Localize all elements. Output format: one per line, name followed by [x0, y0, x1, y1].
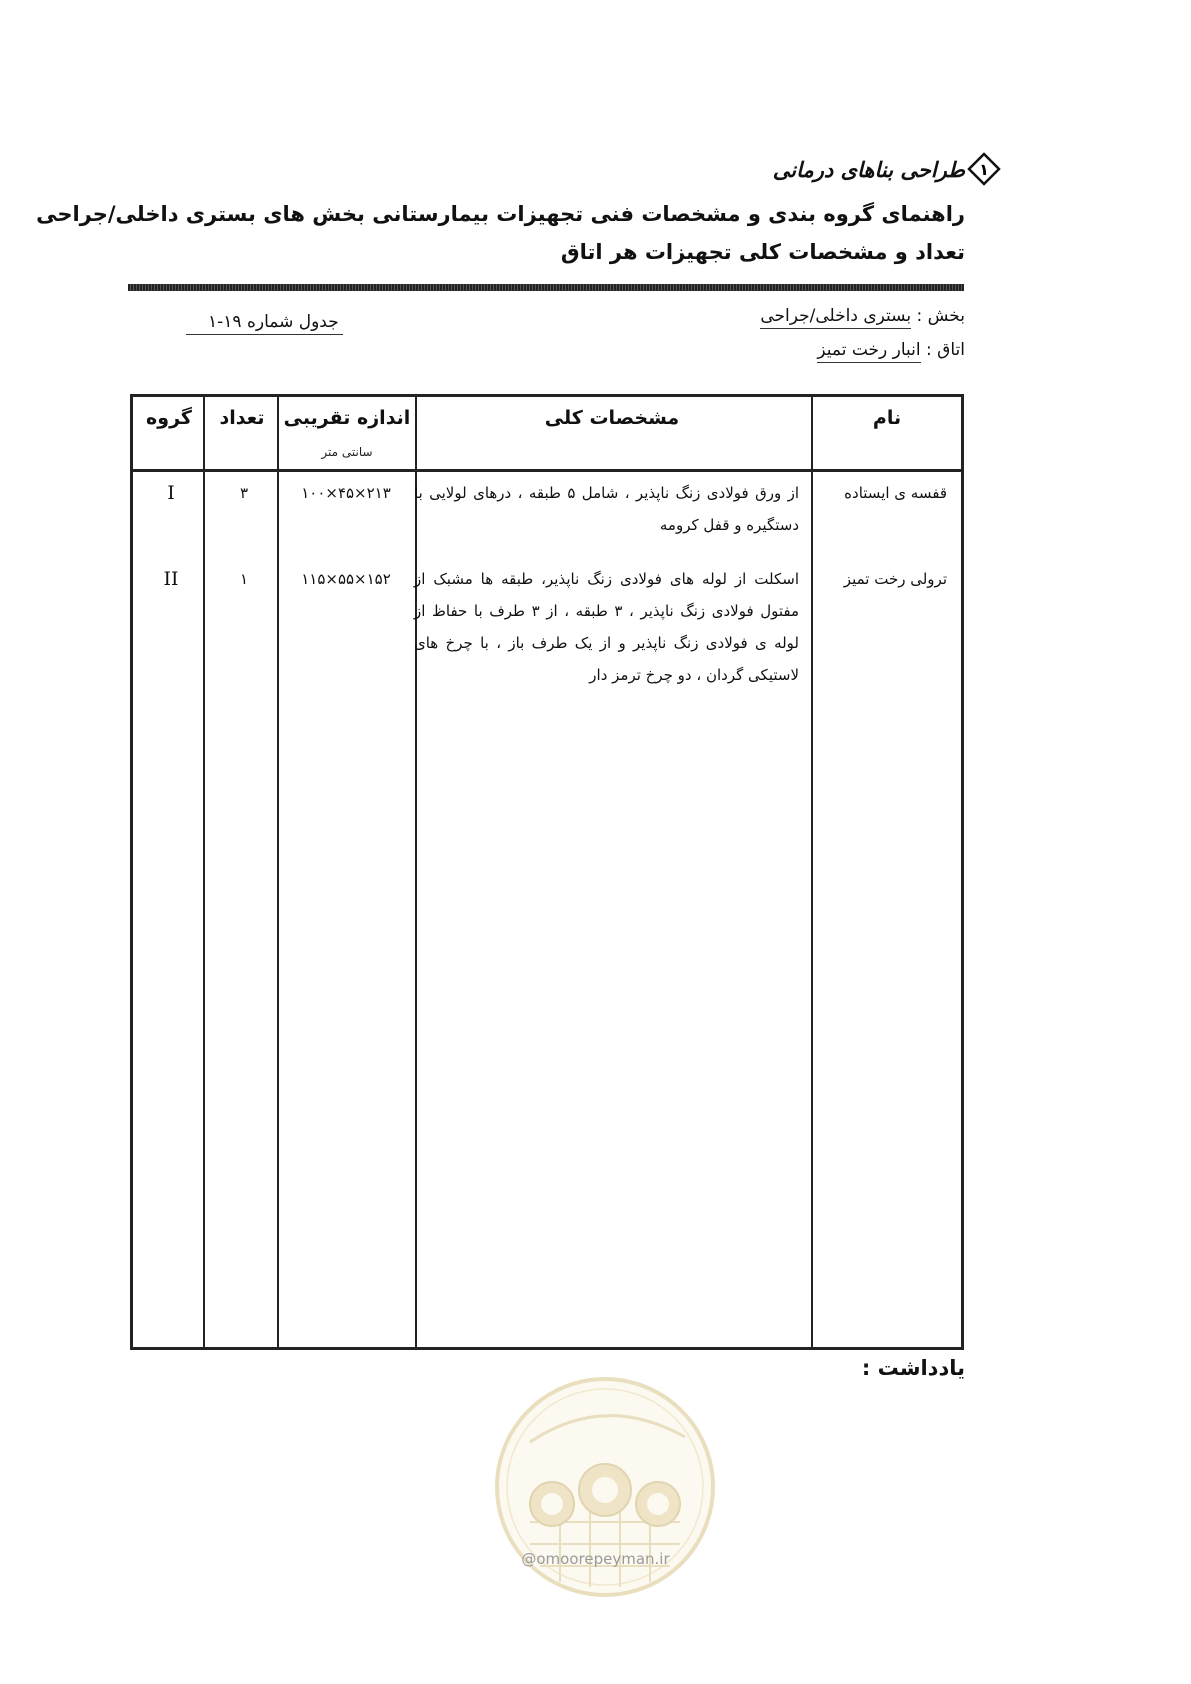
row-2-name: ترولی رخت تمیز	[843, 570, 947, 588]
section-line	[760, 306, 965, 326]
table-header	[133, 397, 961, 472]
document-title: راهنمای گروه بندی و مشخصات فنی تجهیزات بیمارستانی بخش های بستری داخلی/جراحی	[36, 202, 965, 226]
row-1-name: قفسه ی ایستاده	[844, 484, 947, 502]
col-spec-header: مشخصات کلی	[544, 407, 680, 429]
note-label: یادداشت :	[861, 1356, 965, 1380]
col-divider	[277, 397, 279, 1347]
row-1-qty: ۳	[239, 484, 249, 502]
series-number: ۱	[979, 160, 989, 179]
room-value: انبار رخت تمیز	[817, 340, 920, 363]
row-2-spec: اسکلت از لوله های فولادی زنگ ناپذیر، طبقه ها مشبک از مفتول فولادی زنگ ناپذیر ، ۳ طبقه ، از ۳ طرف با حفاظ از لوله ی فولادی زنگ ناپذیر و از یک طرف باز ، با چرخ های لاستیکی گردان ، دو چرخ ترمز دار	[414, 570, 800, 684]
col-divider	[203, 397, 205, 1347]
row-2-size: ۱۱۵×۵۵×۱۵۲	[301, 570, 391, 588]
document-subtitle: تعداد و مشخصات کلی تجهیزات هر اتاق	[560, 240, 965, 264]
row-1-spec: از ورق فولادی زنگ ناپذیر ، شامل ۵ طبقه ، درهای لولایی با دستگیره و قفل کرومه	[414, 484, 799, 534]
watermark-handle: @omoorepeyman.ir	[521, 1550, 670, 1568]
row-1-size: ۱۰۰×۴۵×۲۱۳	[301, 484, 391, 502]
series-title: طراحی بناهای درمانی	[772, 158, 965, 182]
header-divider	[128, 284, 964, 291]
row-2-group: II	[163, 568, 179, 590]
row-1-group: I	[167, 482, 175, 504]
row-2-qty: ۱	[239, 570, 249, 588]
col-qty-header: تعداد	[219, 407, 265, 429]
col-size-header: اندازه تقریبی	[283, 407, 411, 429]
col-size-unit: سانتی متر	[321, 445, 373, 459]
section-value: بستری داخلی/جراحی	[760, 306, 911, 329]
room-line	[817, 340, 965, 360]
col-divider	[811, 397, 813, 1347]
table-number: جدول شماره ۱۹-۱	[186, 312, 343, 335]
room-label: اتاق :	[926, 340, 965, 360]
col-name-header: نام	[872, 407, 902, 429]
section-label: بخش :	[916, 306, 965, 326]
series-number-badge	[967, 152, 1001, 186]
equipment-table	[130, 394, 964, 1350]
col-group-header: گروه	[146, 407, 192, 429]
